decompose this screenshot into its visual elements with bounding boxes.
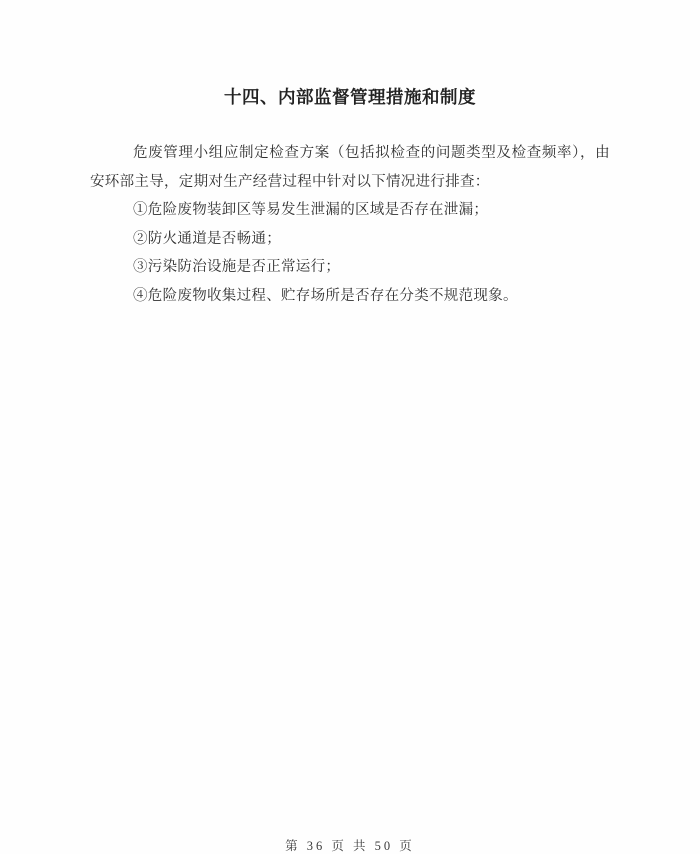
intro-paragraph: 危废管理小组应制定检查方案（包括拟检查的问题类型及检查频率），由安环部主导，定期对生产经营过程中针对以下情况进行排查：: [90, 145, 610, 190]
check-item-2: ②防火通道是否畅通；: [133, 230, 281, 247]
document-title: 十四、内部监督管理措施和制度: [224, 87, 476, 107]
check-item-1: ①危险废物装卸区等易发生泄漏的区域是否存在泄漏；: [133, 202, 489, 219]
check-item-3: ③污染防治设施是否正常运行；: [133, 259, 341, 276]
check-item-4: ④危险废物收集过程、贮存场所是否存在分类不规范现象。: [133, 287, 518, 304]
document-body: [90, 139, 610, 311]
check-item-list: [90, 196, 610, 310]
page-number-footer: 第 36 页 共 50 页: [285, 839, 415, 853]
